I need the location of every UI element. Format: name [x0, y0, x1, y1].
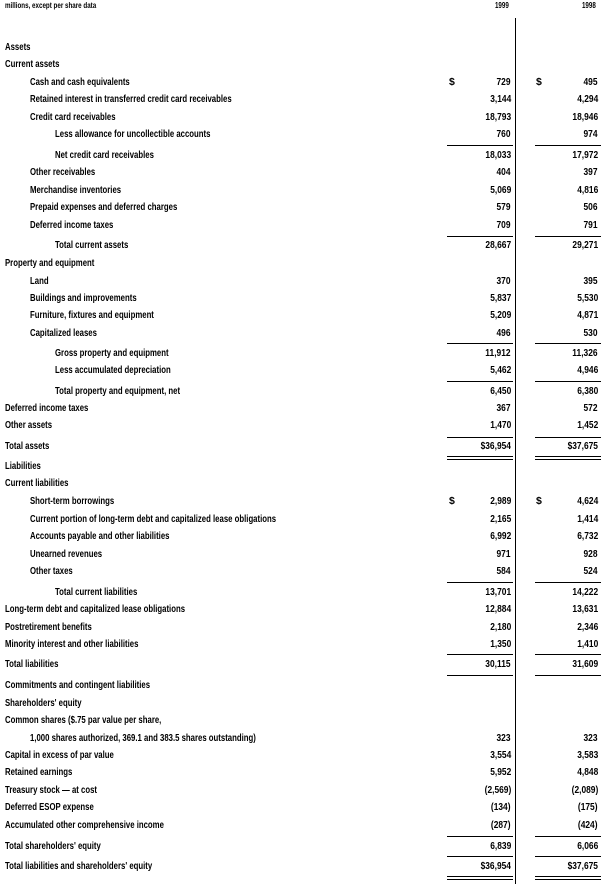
table-row: [0, 218, 606, 232]
value-1999: 2,989: [489, 495, 511, 507]
value-1998: 1,452: [576, 419, 598, 431]
value-1998: 4,294: [576, 93, 598, 105]
row-label: Retained earnings: [5, 766, 73, 778]
table-row: [0, 127, 606, 141]
row-label: Other taxes: [30, 565, 73, 577]
row-label: Shareholders' equity: [5, 697, 82, 709]
units-note-text: millions, except per share data: [5, 1, 97, 10]
units-note: [5, 1, 122, 10]
value-1999: (2,569): [484, 784, 511, 796]
table-row: [0, 547, 606, 561]
value-1998: 4,848: [576, 766, 598, 778]
value-1998: 1,410: [576, 638, 598, 650]
underline-rule: [447, 876, 513, 877]
currency-1999: $: [449, 76, 455, 88]
value-1998: (424): [578, 819, 598, 831]
column-header-1998: [580, 1, 598, 10]
row-label: Total shareholders' equity: [5, 840, 101, 852]
row-label: Other receivables: [30, 166, 96, 178]
underline-rule: [535, 675, 601, 676]
value-1998: (175): [578, 801, 598, 813]
row-label: Long-term debt and capitalized lease obligations: [5, 603, 186, 615]
value-1998: 11,326: [572, 347, 598, 359]
row-label: Total liabilities and shareholders' equity: [5, 860, 153, 872]
underline-rule: [447, 456, 513, 457]
table-row: [0, 529, 606, 543]
table-row: [0, 512, 606, 526]
value-1999: 323: [496, 732, 511, 744]
value-1999: 6,839: [489, 840, 511, 852]
value-1999: 13,701: [485, 586, 511, 598]
table-row: [0, 783, 606, 797]
value-1998: $37,675: [567, 860, 598, 872]
row-label: Assets: [5, 41, 31, 53]
row-label: Common shares ($.75 par value per share,: [5, 714, 162, 726]
table-row: [0, 57, 606, 71]
value-1998: 6,380: [576, 385, 598, 397]
table-row: [0, 92, 606, 106]
value-1999: 5,069: [489, 184, 511, 196]
table-row: [0, 476, 606, 490]
table-row: [0, 326, 606, 340]
table-row: [0, 165, 606, 179]
column-header-1999: [493, 1, 511, 10]
underline-rule: [447, 236, 513, 237]
column-header-1999-text: 1999: [494, 1, 509, 10]
column-header-1998-text: 1998: [581, 1, 596, 10]
table-row: [0, 657, 606, 671]
row-label: Current liabilities: [5, 477, 69, 489]
row-label: Unearned revenues: [30, 548, 103, 560]
value-1999: 3,144: [489, 93, 511, 105]
value-1999: (134): [491, 801, 511, 813]
value-1998: $37,675: [567, 440, 598, 452]
underline-rule: [535, 582, 601, 583]
row-label: Gross property and equipment: [55, 347, 169, 359]
value-1998: 5,530: [576, 292, 598, 304]
value-1999: 2,180: [489, 621, 511, 633]
row-label: Property and equipment: [5, 257, 95, 269]
value-1999: $36,954: [480, 860, 511, 872]
row-label: Other assets: [5, 419, 53, 431]
value-1999: 2,165: [489, 513, 511, 525]
underline-rule: [447, 582, 513, 583]
value-1998: 974: [583, 128, 598, 140]
value-1998: 323: [583, 732, 598, 744]
value-1998: 18,946: [572, 111, 598, 123]
row-label: Current assets: [5, 58, 60, 70]
row-label: Total current liabilities: [55, 586, 138, 598]
value-1998: 928: [583, 548, 598, 560]
value-1999: 5,837: [489, 292, 511, 304]
row-label: Liabilities: [5, 460, 41, 472]
underline-rule: [535, 856, 601, 857]
row-label: Deferred income taxes: [30, 219, 114, 231]
row-label: 1,000 shares authorized, 369.1 and 383.5 shares outstanding): [30, 732, 256, 744]
value-1999: 18,033: [485, 149, 511, 161]
table-row: [0, 238, 606, 252]
value-1998: 1,414: [576, 513, 598, 525]
value-1999: 760: [496, 128, 511, 140]
table-row: [0, 713, 606, 727]
row-label: Furniture, fixtures and equipment: [30, 309, 154, 321]
row-label: Commitments and contingent liabilities: [5, 679, 151, 691]
underline-rule: [447, 879, 513, 880]
table-row: [0, 731, 606, 745]
value-1999: (287): [491, 819, 511, 831]
row-label: Accounts payable and other liabilities: [30, 530, 170, 542]
row-label: Deferred income taxes: [5, 402, 89, 414]
underline-rule: [447, 459, 513, 460]
underline-rule: [447, 654, 513, 655]
value-1998: 3,583: [576, 749, 598, 761]
row-label: Treasury stock — at cost: [5, 784, 97, 796]
table-row: [0, 418, 606, 432]
table-row: [0, 678, 606, 692]
row-label: Cash and cash equivalents: [30, 76, 130, 88]
table-row: [0, 291, 606, 305]
value-1999: 370: [496, 275, 511, 287]
value-1998: 6,732: [576, 530, 598, 542]
row-label: Total property and equipment, net: [55, 385, 181, 397]
value-1998: 14,222: [572, 586, 598, 598]
underline-rule: [535, 236, 601, 237]
value-1998: 495: [583, 76, 598, 88]
currency-1998: $: [536, 495, 542, 507]
table-row: [0, 696, 606, 710]
value-1999: 404: [496, 166, 511, 178]
table-row: [0, 620, 606, 634]
table-row: [0, 200, 606, 214]
value-1999: 6,450: [489, 385, 511, 397]
table-row: [0, 585, 606, 599]
value-1998: 791: [583, 219, 598, 231]
table-row: [0, 859, 606, 873]
underline-rule: [535, 836, 601, 837]
value-1998: 29,271: [572, 239, 598, 251]
row-label: Credit card receivables: [30, 111, 116, 123]
underline-rule: [447, 145, 513, 146]
row-label: Less accumulated depreciation: [55, 364, 171, 376]
underline-rule: [447, 675, 513, 676]
value-1998: 31,609: [572, 658, 598, 670]
row-label: Accumulated other comprehensive income: [5, 819, 164, 831]
value-1999: 11,912: [485, 347, 511, 359]
row-label: Less allowance for uncollectible accounts: [55, 128, 211, 140]
table-row: [0, 459, 606, 473]
table-row: [0, 40, 606, 54]
value-1998: 13,631: [572, 603, 598, 615]
underline-rule: [447, 381, 513, 382]
underline-rule: [447, 856, 513, 857]
row-label: Total assets: [5, 440, 50, 452]
value-1998: 4,816: [576, 184, 598, 196]
value-1999: 3,554: [489, 749, 511, 761]
value-1999: 1,350: [489, 638, 511, 650]
value-1999: 5,952: [489, 766, 511, 778]
table-row: [0, 363, 606, 377]
table-row: [0, 256, 606, 270]
value-1999: 367: [496, 402, 511, 414]
underline-rule: [447, 836, 513, 837]
value-1999: 1,470: [489, 419, 511, 431]
value-1999: 5,209: [489, 309, 511, 321]
table-row: [0, 602, 606, 616]
value-1998: (2,089): [571, 784, 598, 796]
value-1998: 530: [583, 327, 598, 339]
underline-rule: [535, 343, 601, 344]
underline-rule: [535, 876, 601, 877]
value-1999: 6,992: [489, 530, 511, 542]
value-1998: 4,624: [576, 495, 598, 507]
table-row: [0, 439, 606, 453]
value-1999: 729: [496, 76, 511, 88]
value-1999: 18,793: [485, 111, 511, 123]
underline-rule: [447, 437, 513, 438]
underline-rule: [447, 343, 513, 344]
row-label: Minority interest and other liabilities: [5, 638, 139, 650]
table-row: [0, 110, 606, 124]
currency-1999: $: [449, 495, 455, 507]
underline-rule: [535, 437, 601, 438]
table-row: [0, 494, 606, 508]
table-row: [0, 564, 606, 578]
row-label: Buildings and improvements: [30, 292, 137, 304]
table-row: [0, 308, 606, 322]
value-1999: 30,115: [485, 658, 511, 670]
table-row: [0, 75, 606, 89]
value-1999: 5,462: [489, 364, 511, 376]
value-1998: 524: [583, 565, 598, 577]
value-1999: $36,954: [480, 440, 511, 452]
row-label: Net credit card receivables: [55, 149, 154, 161]
row-label: Capitalized leases: [30, 327, 97, 339]
row-label: Postretirement benefits: [5, 621, 92, 633]
table-row: [0, 401, 606, 415]
table-row: [0, 148, 606, 162]
row-label: Total liabilities: [5, 658, 59, 670]
row-label: Retained interest in transferred credit card receivables: [30, 93, 232, 105]
row-label: Merchandise inventories: [30, 184, 122, 196]
value-1998: 2,346: [576, 621, 598, 633]
row-label: Land: [30, 275, 49, 287]
value-1998: 572: [583, 402, 598, 414]
underline-rule: [535, 654, 601, 655]
row-label: Current portion of long-term debt and capitalized lease obligations: [30, 513, 277, 525]
table-row: [0, 765, 606, 779]
row-label: Capital in excess of par value: [5, 749, 114, 761]
value-1998: 4,946: [576, 364, 598, 376]
table-row: [0, 800, 606, 814]
table-row: [0, 748, 606, 762]
value-1999: 28,667: [485, 239, 511, 251]
currency-1998: $: [536, 76, 542, 88]
value-1999: 12,884: [485, 603, 511, 615]
underline-rule: [535, 456, 601, 457]
underline-rule: [535, 381, 601, 382]
table-row: [0, 818, 606, 832]
value-1998: 17,972: [572, 149, 598, 161]
value-1998: 397: [583, 166, 598, 178]
underline-rule: [535, 145, 601, 146]
table-row: [0, 637, 606, 651]
value-1999: 709: [496, 219, 511, 231]
value-1998: 4,871: [576, 309, 598, 321]
value-1999: 579: [496, 201, 511, 213]
row-label: Deferred ESOP expense: [5, 801, 94, 813]
value-1998: 395: [583, 275, 598, 287]
underline-rule: [535, 879, 601, 880]
underline-rule: [535, 459, 601, 460]
table-row: [0, 274, 606, 288]
table-row: [0, 839, 606, 853]
value-1998: 6,066: [576, 840, 598, 852]
table-row: [0, 183, 606, 197]
value-1998: 506: [583, 201, 598, 213]
table-row: [0, 384, 606, 398]
row-label: Total current assets: [55, 239, 129, 251]
row-label: Short-term borrowings: [30, 495, 115, 507]
value-1999: 971: [496, 548, 511, 560]
row-label: Prepaid expenses and deferred charges: [30, 201, 178, 213]
table-row: [0, 346, 606, 360]
value-1999: 584: [496, 565, 511, 577]
value-1999: 496: [496, 327, 511, 339]
